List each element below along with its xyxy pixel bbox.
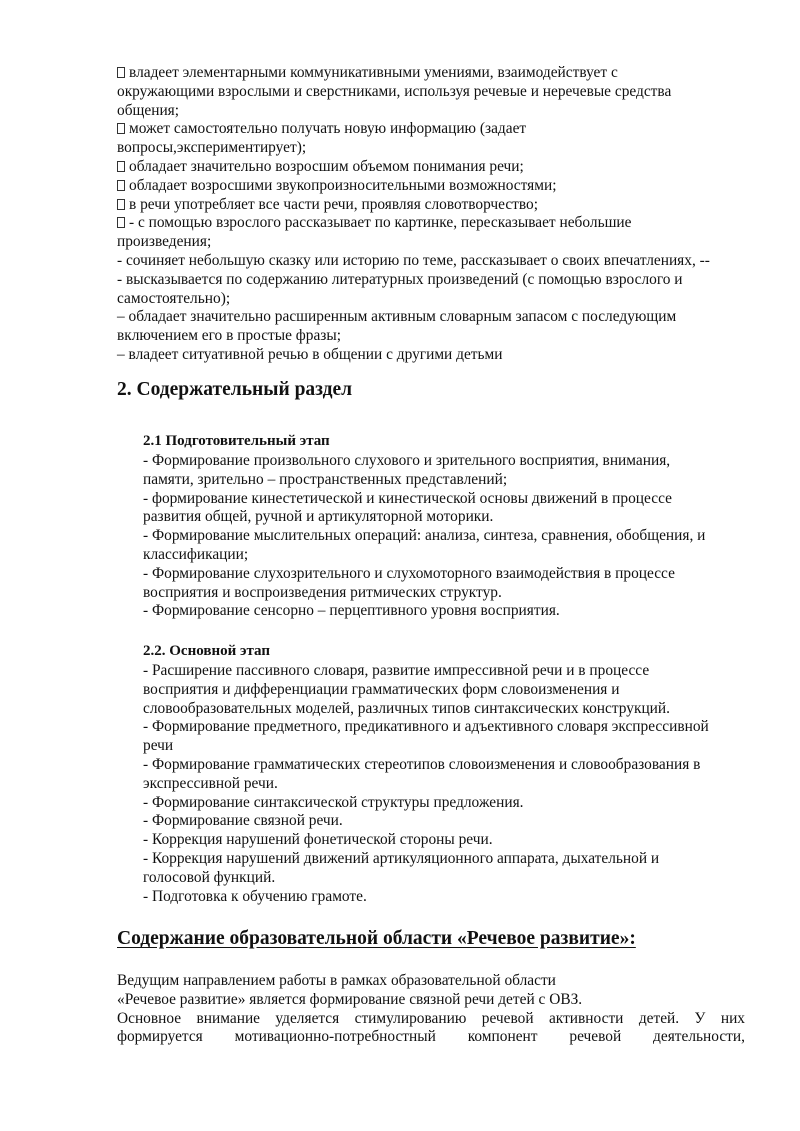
section-heading: 2. Содержательный раздел — [117, 379, 353, 400]
main-stage-line: экспрессивной речи. — [143, 774, 278, 792]
prep-stage-list — [143, 452, 743, 621]
list-item-line: обладает значительно возросшим объемом понимания речи; — [117, 158, 745, 177]
list-item-line: – владеет ситуативной речью в общении с другими детьми — [117, 345, 503, 363]
bullet-box-icon — [117, 199, 125, 210]
main-stage-line: словообразовательных моделей, различных типов синтаксических конструкций. — [143, 699, 671, 717]
bullet-box-icon — [117, 67, 125, 78]
paragraph-line: «Речевое развитие» является формирование связной речи детей с ОВЗ. — [117, 990, 583, 1008]
list-item-line: в речи употребляет все части речи, проявляя словотворчество; — [117, 196, 745, 215]
main-stage-list — [143, 662, 743, 906]
list-item-line: вопросы,экспериментирует); — [117, 139, 307, 157]
bullet-box-icon — [117, 123, 125, 134]
bullet-box-icon — [117, 217, 125, 228]
bullet-box-icon — [117, 161, 125, 172]
prep-stage-line: - Формирование произвольного слухового и зрительного восприятия, внимания, — [143, 452, 671, 469]
list-item-line: - с помощью взрослого рассказывает по картинке, пересказывает небольшие — [117, 214, 745, 233]
paragraph-line: Основное внимание уделяется стимулированию речевой активности детей. У них — [117, 1009, 745, 1027]
prep-stage-line: памяти, зрительно – пространственных представлений; — [143, 470, 508, 488]
main-stage-line: - Формирование связной речи. — [143, 812, 343, 830]
main-stage-line: голосовой функций. — [143, 868, 276, 886]
subsection-heading-prep: 2.1 Подготовительный этап — [143, 433, 330, 449]
prep-stage-line: - формирование кинестетической и кинестической основы движений в процессе — [143, 489, 672, 507]
paragraph-line: Ведущим направлением работы в рамках образовательной области — [117, 972, 556, 989]
list-item-line: - высказывается по содержанию литературных произведений (с помощью взрослого и — [117, 270, 683, 288]
speech-section-heading: Содержание образовательной области «Речевое развитие»: — [117, 928, 636, 949]
main-stage-line: - Коррекция нарушений движений артикуляционного аппарата, дыхательной и — [143, 849, 660, 867]
main-stage-line: - Подготовка к обучению грамоте. — [143, 887, 367, 905]
list-item-line: включением его в простые фразы; — [117, 327, 341, 345]
list-item-line: обладает возросшими звукопроизносительными возможностями; — [117, 177, 745, 196]
list-item-line: произведения; — [117, 233, 212, 251]
subsection-heading-main: 2.2. Основной этап — [143, 643, 270, 659]
list-item-line: – обладает значительно расширенным активным словарным запасом с последующим — [117, 308, 677, 326]
main-stage-line: - Формирование грамматических стереотипов словоизменения и словообразования в — [143, 755, 701, 773]
list-item-line: может самостоятельно получать новую информацию (задает — [117, 120, 745, 139]
prep-stage-line: - Формирование сенсорно – перцептивного уровня восприятия. — [143, 602, 560, 620]
outcomes-list — [117, 64, 745, 365]
prep-stage-line: развития общей, ручной и артикуляторной моторики. — [143, 508, 494, 526]
list-item-line: окружающими взрослыми и сверстниками, используя речевые и неречевые средства — [117, 82, 672, 100]
list-item-line: общения; — [117, 101, 180, 119]
prep-stage-line: - Формирование слухозрительного и слухомоторного взаимодействия в процессе — [143, 564, 675, 582]
list-item-line: - сочиняет небольшую сказку или историю по теме, рассказывает о своих впечатлениях, -- — [117, 251, 710, 269]
main-stage-line: речи — [143, 737, 174, 755]
main-stage-line: - Расширение пассивного словаря, развитие импрессивной речи и в процессе — [143, 662, 650, 679]
main-stage-line: - Формирование синтаксической структуры предложения. — [143, 793, 524, 811]
main-stage-line: - Коррекция нарушений фонетической стороны речи. — [143, 831, 493, 849]
prep-stage-line: классификации; — [143, 545, 249, 563]
paragraph-line: формируется мотивационно-потребностный компонент речевой деятельности, — [117, 1028, 745, 1046]
bullet-box-icon — [117, 180, 125, 191]
main-stage-line: восприятия и дифференциации грамматических форм словоизменения и — [143, 680, 620, 698]
list-item-line: владеет элементарными коммуникативными умениями, взаимодействует с — [117, 64, 745, 83]
speech-section-text — [117, 972, 745, 1047]
list-item-line: самостоятельно); — [117, 289, 231, 307]
prep-stage-line: - Формирование мыслительных операций: анализа, синтеза, сравнения, обобщения, и — [143, 527, 706, 545]
main-stage-line: - Формирование предметного, предикативного и адъективного словаря экспрессивной — [143, 718, 709, 736]
prep-stage-line: восприятия и воспроизведения ритмических структур. — [143, 583, 502, 601]
